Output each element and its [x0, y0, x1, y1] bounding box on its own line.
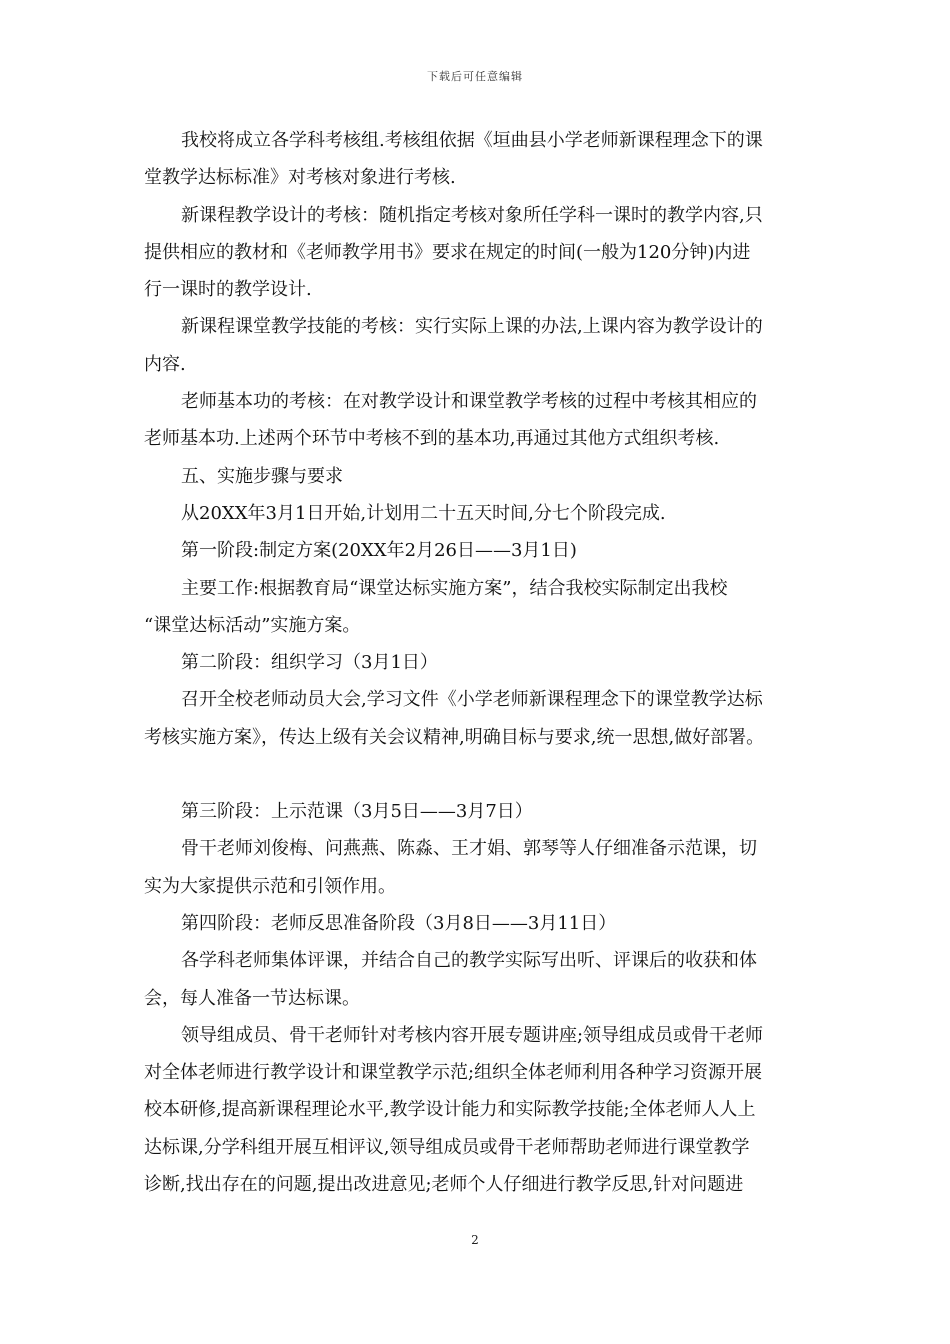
body-line: 各学科老师集体评课，并结合自己的教学实际写出听、评课后的收获和体 — [181, 950, 757, 972]
body-line: 校本研修,提高新课程理论水平,教学设计能力和实际教学技能;全体老师人人上 — [144, 1099, 756, 1121]
body-line: 从20XX年3月1日开始,计划用二十五天时间,分七个阶段完成. — [181, 502, 666, 524]
body-line: 内容. — [144, 353, 186, 375]
body-line: 领导组成员、骨干老师针对考核内容开展专题讲座;领导组成员或骨干老师 — [181, 1024, 764, 1046]
body-line: 新课程课堂教学技能的考核：实行实际上课的办法,上课内容为教学设计的 — [181, 316, 763, 338]
body-line: 老师基本功.上述两个环节中考核不到的基本功,再通过其他方式组织考核. — [144, 428, 720, 450]
body-line: 会，每人准备一节达标课。 — [144, 987, 360, 1009]
stage-heading: 第二阶段：组织学习（3月1日） — [181, 652, 438, 674]
body-line: 召开全校老师动员大会,学习文件《小学老师新课程理念下的课堂教学达标 — [181, 689, 763, 711]
stage-heading: 第四阶段：老师反思准备阶段（3月8日——3月11日） — [181, 912, 617, 934]
stage-heading: 第一阶段:制定方案(20XX年2月26日——3月1日) — [181, 540, 577, 562]
section-heading: 五、实施步骤与要求 — [181, 465, 343, 487]
document-body — [144, 122, 814, 1203]
body-line: 提供相应的教材和《老师教学用书》要求在规定的时间(一般为120分钟)内进 — [144, 241, 751, 263]
body-line: 新课程教学设计的考核：随机指定考核对象所任学科一课时的教学内容,只 — [181, 204, 763, 226]
body-line: 考核实施方案》，传达上级有关会议精神,明确目标与要求,统一思想,做好部署。 — [144, 726, 765, 748]
page-number: 2 — [471, 1233, 479, 1247]
page-header: 下载后可任意编辑 — [427, 70, 523, 83]
body-line: 行一课时的教学设计. — [144, 279, 312, 301]
body-line: “课堂达标活动”实施方案。 — [144, 614, 361, 636]
body-line: 堂教学达标标准》对考核对象进行考核. — [144, 167, 456, 189]
body-line: 诊断,找出存在的问题,提出改进意见;老师个人仔细进行教学反思,针对问题进 — [144, 1174, 744, 1196]
body-line: 对全体老师进行教学设计和课堂教学示范;组织全体老师利用各种学习资源开展 — [144, 1062, 763, 1084]
body-line: 达标课,分学科组开展互相评议,领导组成员或骨干老师帮助老师进行课堂教学 — [144, 1136, 750, 1158]
body-line: 我校将成立各学科考核组.考核组依据《垣曲县小学老师新课程理念下的课 — [181, 130, 763, 151]
body-line: 主要工作:根据教育局“课堂达标实施方案”，结合我校实际制定出我校 — [181, 577, 728, 599]
body-line: 实为大家提供示范和引领作用。 — [144, 875, 396, 897]
blank-line — [144, 756, 814, 793]
body-line: 骨干老师刘俊梅、问燕燕、陈淼、王才娟、郭琴等人仔细准备示范课，切 — [181, 838, 757, 860]
body-line: 老师基本功的考核：在对教学设计和课堂教学考核的过程中考核其相应的 — [181, 391, 757, 413]
stage-heading: 第三阶段：上示范课（3月5日——3月7日） — [181, 801, 533, 823]
